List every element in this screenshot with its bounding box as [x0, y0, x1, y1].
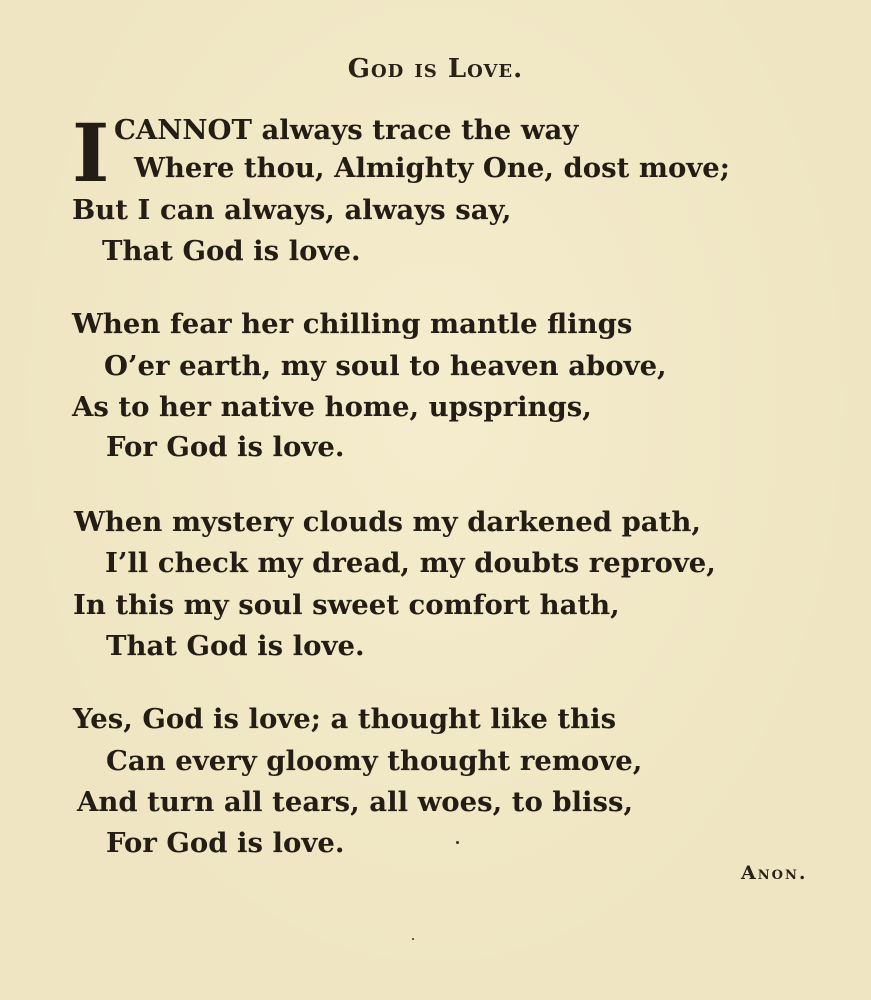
poem-line: When fear her chilling mantle flings	[72, 308, 633, 340]
paper-speck	[412, 938, 414, 940]
drop-cap: I	[72, 106, 110, 200]
poem-line: Yes, God is love; a thought like this	[73, 703, 617, 735]
paper-speck	[456, 841, 459, 844]
poem-line: When mystery clouds my darkened path,	[74, 506, 701, 538]
poem-line: For God is love.	[106, 431, 345, 463]
poem-line: That God is love.	[102, 235, 361, 267]
poem-line: As to her native home, upsprings,	[72, 391, 592, 423]
poem-author: Anon.	[741, 862, 808, 884]
poem-line: In this my soul sweet comfort hath,	[73, 589, 620, 621]
poem-title: God is Love.	[347, 54, 524, 84]
poem-line: I’ll check my dread, my doubts reprove,	[105, 547, 716, 579]
poem-line: O’er earth, my soul to heaven above,	[104, 350, 667, 382]
poem-line: Where thou, Almighty One, dost move;	[134, 152, 730, 184]
poem-line: But I can always, always say,	[72, 194, 512, 226]
poem-line: And turn all tears, all woes, to bliss,	[77, 786, 634, 818]
poem-line: CANNOT always trace the way	[114, 114, 579, 146]
poem-line: For God is love.	[106, 827, 345, 859]
poem-line: Can every gloomy thought remove,	[106, 745, 643, 777]
poem-line: That God is love.	[106, 630, 365, 662]
